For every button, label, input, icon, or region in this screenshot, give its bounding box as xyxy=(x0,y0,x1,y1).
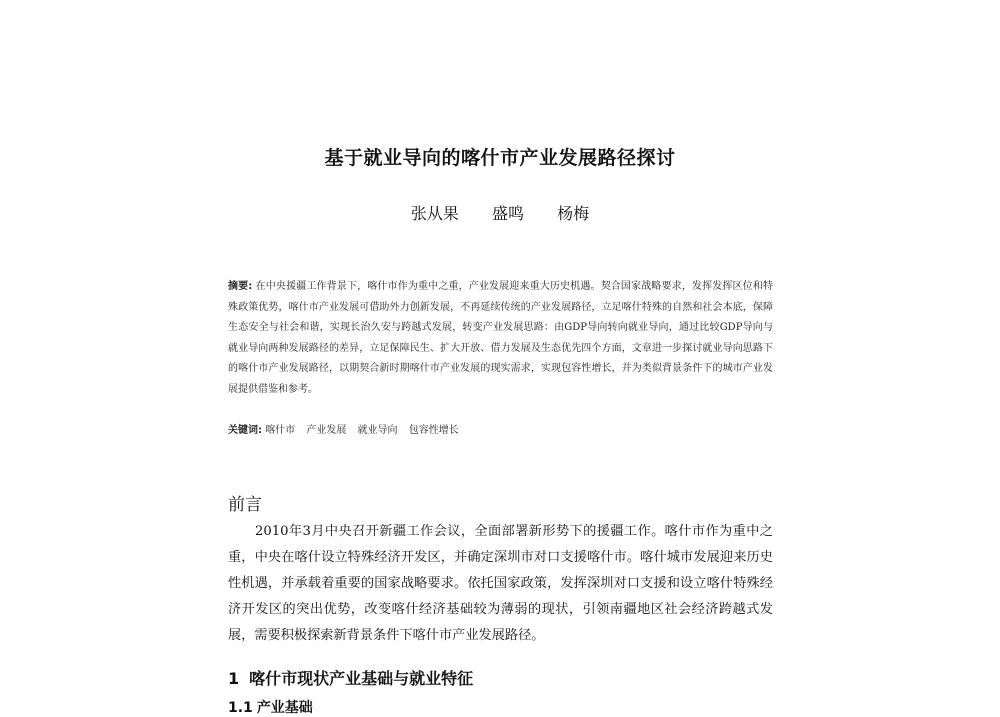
intro-heading: 前言 xyxy=(228,495,262,515)
section-title: 喀什市现状产业基础与就业特征 xyxy=(249,669,474,688)
paper-title: 基于就业导向的喀什市产业发展路径探讨 xyxy=(324,147,676,169)
subsection-title: 产业基础 xyxy=(256,700,313,716)
keywords-label: 关键词: xyxy=(228,425,262,436)
author-name: 盛鸣 xyxy=(491,204,524,223)
abstract-text: 在中央援疆工作背景下，喀什市作为重中之重，产业发展迎来重大历史机遇。契合国家战略要求，发挥发挥区位和特殊政策优势，喀什市产业发展可借助外力创新发展，不再延续传统的产业发展路径，立足喀什特殊的自然和社会本底，保障生态安全与社会和谐，实现长治久安与跨越式发展，转变产业发展思路：由GDP导向转向就业导向，通过比较GDP导向与就业导向两种发展路径的差异，立足保障民生、扩大开放、借力发展及生态优先四个方面，文章进一步探讨就业导向思路下的喀什市产业发展路径，以期契合新时期喀什市产业发展的现实需求，实现包容性增长，并为类似背景条件下的城市产业发展提供借鉴和参考。 xyxy=(228,281,773,395)
keyword: 产业发展 xyxy=(306,425,347,436)
keyword: 包容性增长 xyxy=(408,425,459,436)
keyword: 喀什市 xyxy=(265,425,296,436)
author-name: 杨梅 xyxy=(557,204,590,223)
abstract-label: 摘要: xyxy=(228,281,253,292)
abstract xyxy=(228,277,773,400)
intro-paragraph: 2010年3月中央召开新疆工作会议，全面部署新形势下的援疆工作。喀什市作为重中之重，中央在喀什设立特殊经济开发区，并确定深圳市对口支援喀什市。喀什城市发展迎来历史性机遇，并承载着重要的国家战略要求。依托国家政策，发挥深圳对口支援和设立喀什特殊经济开发区的突出优势，改变喀什经济基础较为薄弱的现状，引领南疆地区社会经济跨越式发展，需要积极探索新背景条件下喀什市产业发展路径。 xyxy=(228,524,773,643)
subsection-heading xyxy=(228,697,313,717)
keyword: 就业导向 xyxy=(357,425,398,436)
author-name: 张从果 xyxy=(410,204,459,223)
section-number: 1 xyxy=(228,669,240,688)
section-heading xyxy=(228,666,473,689)
keywords xyxy=(228,422,773,440)
subsection-number: 1.1 xyxy=(228,700,253,716)
author-list xyxy=(200,201,800,224)
